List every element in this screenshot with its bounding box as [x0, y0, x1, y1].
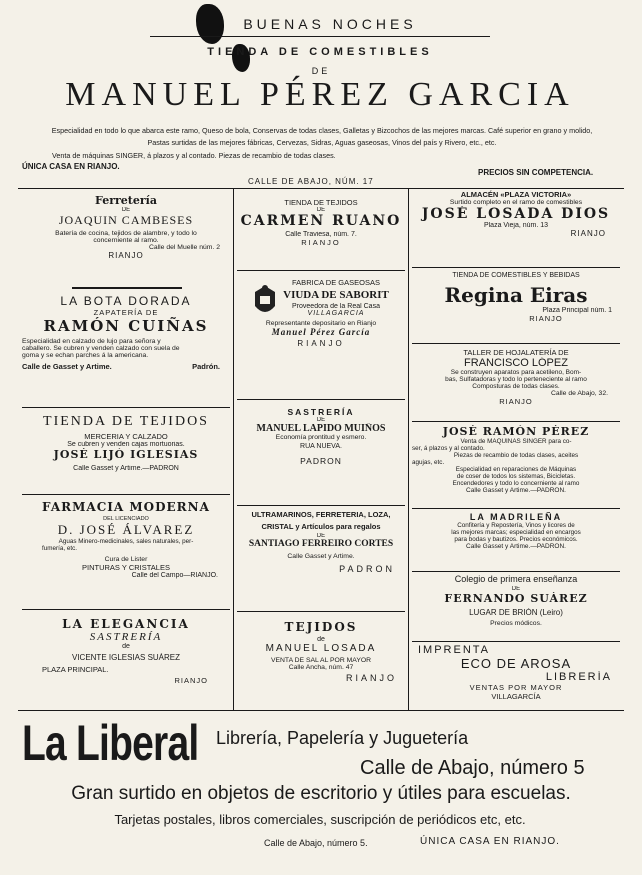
ad-address: Calle del Campo—RIANJO.	[131, 572, 218, 579]
ad-name: CARMEN RUANO	[240, 213, 402, 229]
footer-unica: ÚNICA CASA EN RIANJO.	[420, 836, 560, 847]
store-type: TIENDA DE COMESTIBLES	[207, 46, 433, 58]
ad-address: Plaza Principal núm. 1	[542, 307, 612, 314]
divider	[237, 611, 405, 612]
divider	[22, 609, 230, 610]
ad-address: Calle del Muelle núm. 2	[148, 244, 220, 251]
ad-elegancia	[22, 617, 230, 685]
precios: PRECIOS SIN COMPETENCIA.	[478, 168, 594, 177]
footer-line-1: Librería, Papelería y Juguetería	[216, 728, 469, 748]
column-3	[412, 188, 620, 710]
divider	[412, 267, 620, 268]
ad-town: RIANJO	[108, 251, 144, 260]
ad-sub: MERCERIA Y CALZADO	[84, 432, 168, 441]
ad-name: JOSÉ LIJÓ IGLESIAS	[53, 448, 199, 461]
owner-name: MANUEL PÉREZ GARCIA	[65, 76, 575, 113]
ad-de: DE	[316, 533, 326, 539]
ad-town: PADRON	[339, 564, 395, 574]
ad-name: Manuel Pérez García	[271, 327, 371, 337]
ad-address: Calle Gasset y Artime.	[287, 553, 355, 560]
ad-name: JOAQUIN CAMBESES	[58, 213, 194, 227]
header-rule-1	[150, 36, 490, 37]
ad-address: Calle Gasset y Artime.—PADRON.	[466, 487, 566, 494]
footer-line-3: Gran surtido en objetos de escritorio y útiles para escuelas.	[71, 783, 571, 804]
ad-name: FRANCISCO LÓPEZ	[464, 357, 568, 369]
ad-line: LIBRERÍA	[545, 671, 612, 683]
header-de: DE	[311, 66, 331, 76]
divider	[412, 421, 620, 422]
ad-line: caballero. Se cubren y venden calzado con suela de	[22, 345, 180, 352]
ad-ruano	[237, 198, 405, 247]
ad-address: Calle de Gasset y Artime.	[22, 362, 112, 371]
ad-town: VILLAGARCÍA	[491, 692, 541, 701]
ad-eco-de-arosa	[412, 644, 620, 701]
ad-ferreiro	[237, 510, 405, 574]
ad-de: DE	[121, 207, 131, 213]
ad-town: RIANJO	[345, 673, 397, 683]
ad-line: Cura de Lister	[104, 556, 148, 563]
ad-line: concerniente al ramo.	[93, 237, 159, 244]
ad-town: RIANJO	[297, 339, 345, 348]
ad-address: Plaza Vieja, núm. 13	[483, 222, 549, 229]
ad-line: ULTRAMARINOS, FERRETERIA, LOZA,	[251, 510, 391, 519]
ad-line: Representante depositario en Rianjo	[265, 320, 377, 327]
ad-cambeses	[22, 194, 230, 260]
ad-losada	[237, 620, 405, 683]
ad-losada-dios	[412, 190, 620, 238]
footer-address: Calle de Abajo, número 5.	[264, 838, 368, 848]
ad-title: TALLER DE HOJALATERÍA DE	[463, 348, 569, 357]
ad-address: PLAZA PRINCIPAL.	[42, 665, 109, 674]
ad-title: Colegio de primera enseñanza	[454, 574, 578, 584]
ad-line: Proveedora de la Real Casa	[292, 303, 380, 310]
ad-title: TIENDA DE TEJIDOS	[284, 198, 358, 207]
ad-de: DE	[316, 417, 326, 423]
ad-lijo	[22, 414, 230, 472]
ad-title: Ferretería	[95, 194, 157, 207]
ad-line: Se construyen aparatos para acetileno, Bom-	[450, 369, 582, 376]
ad-line: Encendedores y todo lo concerniente al ramo	[452, 480, 580, 487]
ad-title: SASTRERÍA	[287, 407, 355, 417]
ad-address: Calle Gasset y Artime.—PADRON.	[466, 543, 566, 550]
divider	[412, 641, 620, 642]
ad-bota-dorada	[22, 294, 230, 371]
col-divider-1	[233, 188, 234, 710]
divider	[412, 508, 620, 509]
divider	[237, 505, 405, 506]
ad-line: CRISTAL y Artículos para regalos	[261, 522, 381, 531]
ad-title: LA BOTA DORADA	[60, 294, 192, 308]
ad-line: Surtido completo en el ramo de comestibles	[449, 199, 583, 206]
ad-address: Calle Gasset y Artime.—PADRON	[73, 465, 179, 472]
ad-line: Confitería y Repostería, Vinos y licores de	[457, 522, 575, 529]
ad-line: IMPRENTA	[418, 644, 491, 656]
divider	[72, 287, 182, 289]
ad-line: agujas, etc.	[412, 459, 445, 466]
ad-name: MANUEL LAPIDO MUIÑOS	[256, 423, 386, 434]
footer-line-2: Calle de Abajo, número 5	[360, 757, 585, 779]
ad-line: fumería, etc.	[42, 545, 77, 552]
ad-town: Padrón.	[192, 362, 220, 371]
header-address: CALLE DE ABAJO, NÚM. 17	[248, 177, 374, 186]
ad-name: VIUDA DE SABORIT	[283, 289, 389, 301]
ad-saborit	[237, 278, 405, 348]
ad-town: VILLAGARCÍA	[307, 310, 365, 317]
ad-name: MANUEL LOSADA	[265, 643, 377, 654]
ad-de: DE	[511, 586, 521, 592]
ad-line: PINTURAS Y CRISTALES	[82, 563, 170, 572]
ad-name: SANTIAGO FERREIRO CORTÉS	[248, 539, 394, 549]
footer-line-4: Tarjetas postales, libros comerciales, suscripción de periódicos etc, etc.	[114, 812, 526, 827]
ad-sub: DEL LICENCIADO	[103, 516, 149, 522]
ad-title: TIENDA DE COMESTIBLES Y BEBIDAS	[452, 272, 580, 279]
ad-line: bas, Sulfatadoras y todo lo perteneciente al ramo	[445, 376, 587, 383]
ad-title: ALMACÉN «PLAZA VICTORIA»	[460, 190, 572, 199]
ad-line: Precios módicos.	[490, 620, 542, 627]
ad-line: Piezas de recambio de todas clases, aceites	[453, 452, 579, 459]
ad-title: LA MADRILEÑA	[469, 512, 563, 522]
column-1	[22, 188, 230, 710]
ad-de: de	[317, 636, 325, 643]
ad-name: ECO DE AROSA	[460, 656, 572, 671]
ad-name: FERNANDO SUÁREZ	[444, 592, 588, 605]
ad-town: PADRON	[300, 456, 342, 466]
divider	[412, 571, 620, 572]
ad-address: RUA NUEVA.	[300, 443, 342, 450]
ad-town: RIANJO	[499, 397, 533, 406]
ad-line: Venta de MAQUINAS SINGER para co-	[460, 438, 572, 445]
ad-address: Calle Ancha, núm. 47	[288, 664, 354, 671]
ad-line: VENTA DE SAL AL POR MAYOR	[270, 657, 372, 664]
divider	[237, 399, 405, 400]
ad-town: RIANJO	[570, 229, 606, 238]
ad-eiras	[412, 272, 620, 323]
ad-address: Calle de Abajo, 32.	[550, 390, 608, 397]
ad-name: RAMÓN CUIÑAS	[43, 317, 209, 335]
ad-line: LUGAR DE BRIÓN (Leiro)	[469, 608, 563, 617]
ad-line: de coser de todos los sistemas, Bicicletas.	[456, 473, 576, 480]
ad-line: para bodas y bautizos. Precios económicos.	[454, 536, 578, 543]
divider	[412, 343, 620, 344]
column-2	[237, 188, 405, 710]
ad-fernando-suarez	[412, 574, 620, 627]
ad-line: ser, á plazos y al contado.	[412, 445, 485, 452]
ad-line: Economía prontitud y esmero.	[275, 434, 367, 441]
top-title: BUENAS NOCHES	[243, 16, 417, 32]
ad-town: RIANJO	[529, 314, 563, 323]
ad-name: Regina Eiras	[444, 283, 588, 307]
ad-line: Especialidad en calzado de lujo para señora y	[22, 338, 161, 345]
ad-farmacia	[22, 500, 230, 579]
ad-line: Composturas de todas clases.	[472, 383, 560, 390]
ad-town: RIANJO	[174, 676, 208, 685]
ad-sub: SASTRERÍA	[89, 631, 163, 643]
footer-brand: La Liberal	[22, 715, 199, 771]
unica-casa: ÚNICA CASA EN RIANJO.	[22, 162, 120, 171]
ad-line: Aguas Minero-medicinales, sales naturales, per-	[58, 538, 194, 545]
ad-de: de	[122, 643, 130, 650]
ad-town: RIANJO	[301, 238, 341, 247]
ad-address: Calle Traviesa, núm. 7.	[285, 231, 357, 238]
ad-name: JOSÉ RAMÓN PÉREZ	[442, 425, 590, 438]
ad-name: D. JOSÉ ÁLVAREZ	[57, 522, 195, 537]
col-divider-2	[408, 188, 409, 710]
ad-line: las mejores marcas; especialidad en encargos	[451, 529, 581, 536]
ad-line: Especialidad en reparaciones de Máquinas	[455, 466, 577, 473]
header-line-2: Pastas surtidas de las mejores fábricas, Cervezas, Sidras, Aguas gaseosas, Vinos del país y Rivero, etc., etc.	[147, 138, 497, 147]
ad-francisco-lopez	[412, 348, 620, 406]
ad-title: TIENDA DE TEJIDOS	[43, 414, 209, 429]
frame-bottom	[18, 710, 624, 711]
ad-title: LA ELEGANCIA	[62, 617, 190, 631]
ad-line: goma y se echan parches á la americana.	[22, 352, 149, 359]
ad-madrilena	[412, 512, 620, 550]
divider	[22, 494, 230, 495]
ad-line: Batería de cocina, tejidos de alambre, y todo lo	[55, 230, 197, 237]
divider	[237, 270, 405, 271]
ad-name: JOSÉ LOSADA DIOS	[421, 206, 611, 222]
ad-title: FARMACIA MODERNA	[42, 500, 210, 514]
header-line-1: Especialidad en todo lo que abarca este ramo, Queso de bola, Conservas de todas clases, Galletas y Bizcochos de las mejores marcas. Café superior en grano y molido,	[51, 126, 593, 135]
divider	[22, 407, 230, 408]
ad-lapido	[237, 407, 405, 466]
ad-de: DE	[316, 207, 326, 213]
ad-ramon-perez	[412, 425, 620, 494]
ad-name: VICENTE IGLESIAS SUÁREZ	[71, 653, 181, 662]
ad-title: TEJIDOS	[284, 620, 358, 634]
ad-title: FABRICA DE GASEOSAS	[292, 278, 380, 287]
ad-line: VENTAS POR MAYOR	[469, 683, 563, 692]
header-line-3: Venta de máquinas SINGER, á plazos y al contado. Piezas de recambio de todas clases.	[52, 151, 336, 160]
ad-sub: ZAPATERÍA DE	[93, 308, 159, 317]
ad-line: Se cubren y venden cajas mortuorias.	[67, 441, 185, 448]
